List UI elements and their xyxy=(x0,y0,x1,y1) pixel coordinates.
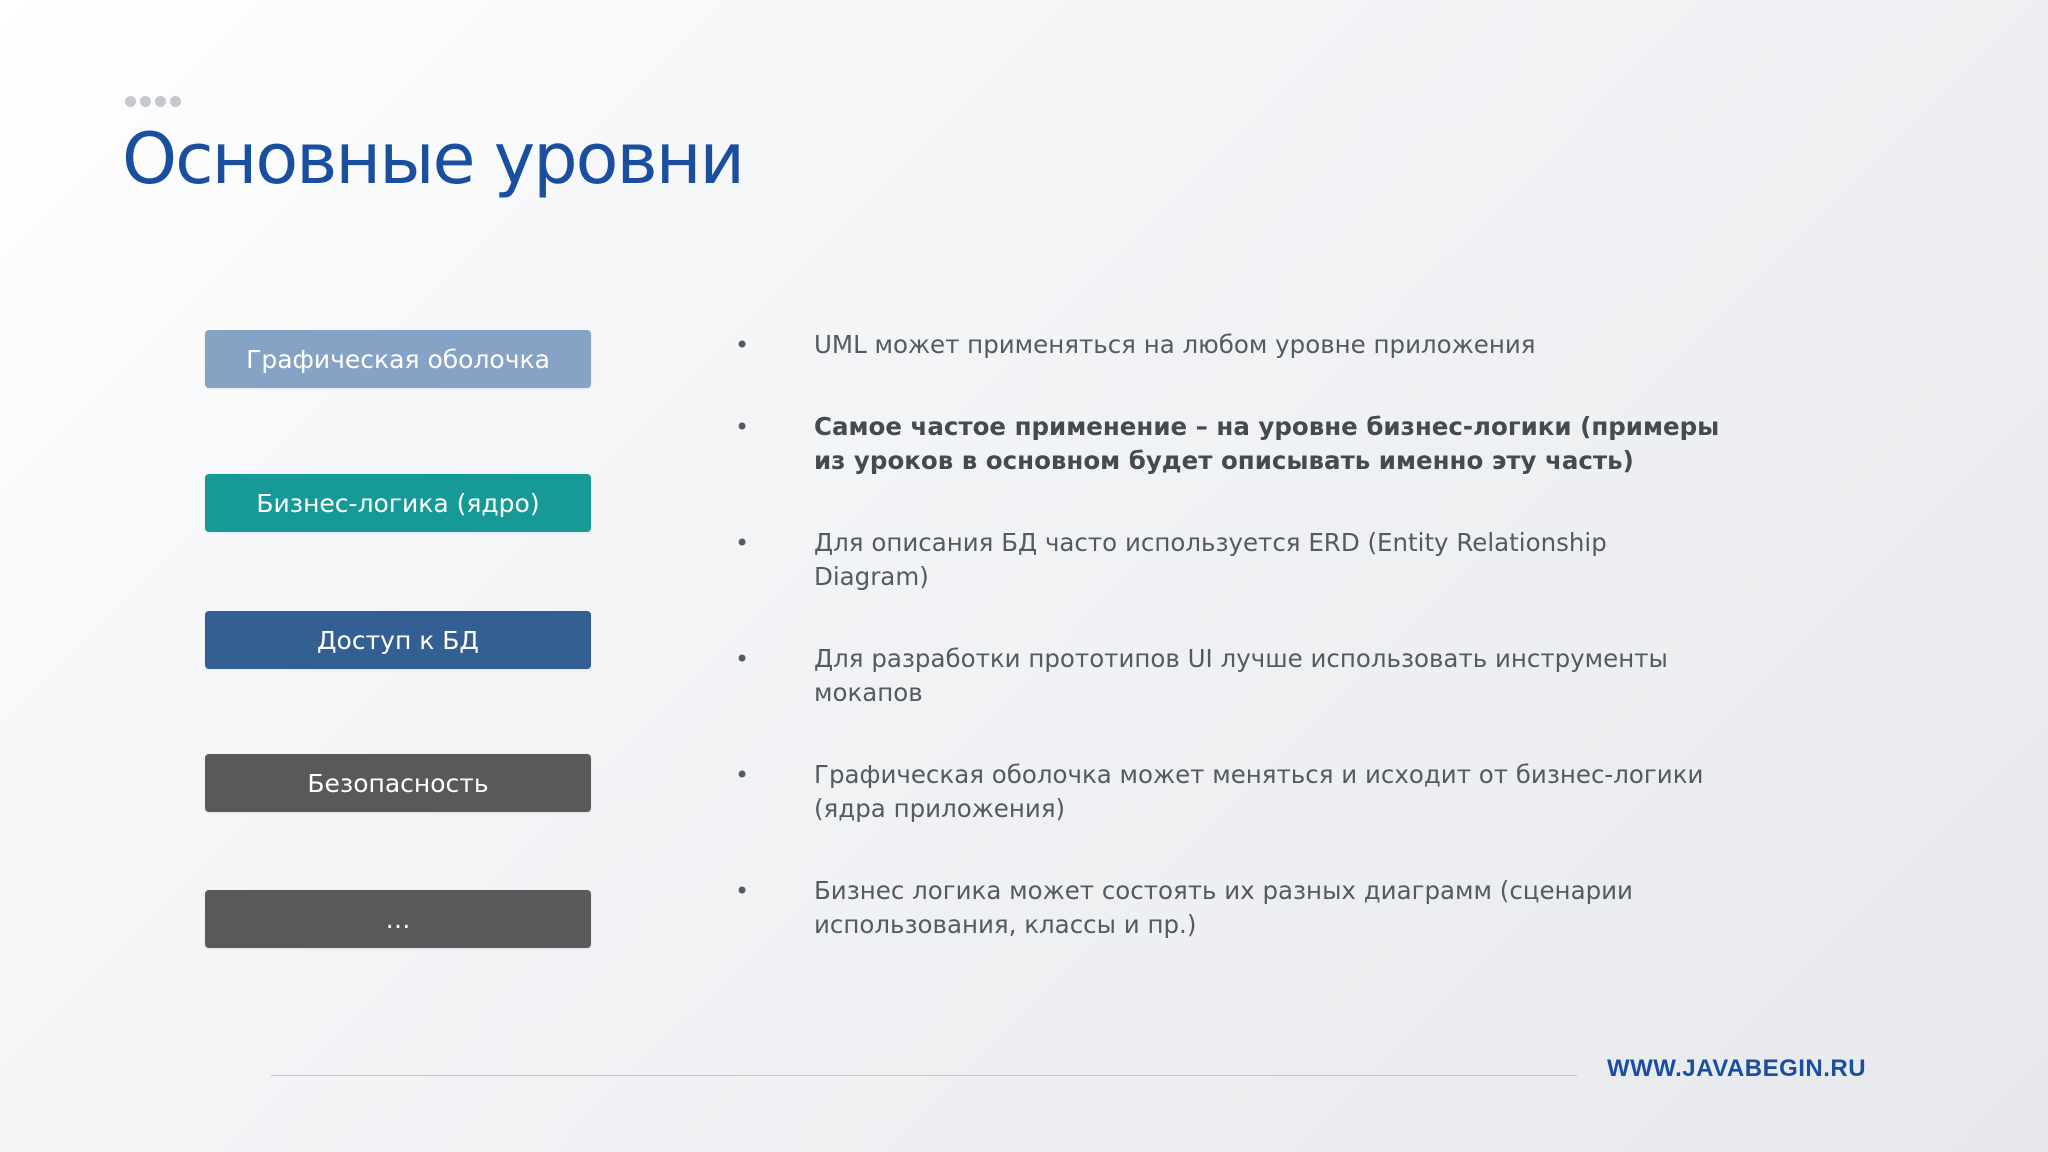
bullet-item xyxy=(735,410,1725,478)
bullet-item xyxy=(735,642,1725,710)
layer-security: Безопасность xyxy=(205,754,591,812)
layer-gui: Графическая оболочка xyxy=(205,330,591,388)
bullet-item xyxy=(735,758,1725,826)
bullet-icon: • xyxy=(735,331,750,359)
layer-more: … xyxy=(205,890,591,948)
bullet-text: UML может применяться на любом уровне приложения xyxy=(814,330,1536,359)
bullet-icon: • xyxy=(735,645,750,673)
bullet-text: Графическая оболочка может меняться и исходит от бизнес-логики (ядра приложения) xyxy=(814,760,1704,823)
slide-title: Основные уровни xyxy=(122,118,743,200)
dot xyxy=(155,96,166,107)
bullet-item xyxy=(735,526,1725,594)
dot xyxy=(140,96,151,107)
bullet-icon: • xyxy=(735,413,750,441)
dot xyxy=(125,96,136,107)
layer-db-access: Доступ к БД xyxy=(205,611,591,669)
bullet-text: Бизнес логика может состоять их разных диаграмм (сценарии использования, классы и пр.) xyxy=(814,876,1633,939)
footer-divider xyxy=(271,1075,1577,1076)
bullet-icon: • xyxy=(735,761,750,789)
bullet-text: Для описания БД часто используется ERD (Entity Relationship Diagram) xyxy=(814,528,1607,591)
layer-business-logic: Бизнес-логика (ядро) xyxy=(205,474,591,532)
bullet-item xyxy=(735,328,1725,362)
bullet-icon: • xyxy=(735,529,750,557)
bullet-icon: • xyxy=(735,877,750,905)
footer-website-link[interactable]: WWW.JAVABEGIN.RU xyxy=(1607,1055,1867,1082)
dot xyxy=(170,96,181,107)
bullet-text: Для разработки прототипов UI лучше использовать инструменты мокапов xyxy=(814,644,1668,707)
bullet-text: Самое частое применение – на уровне бизнес-логики (примеры из уроков в основном будет описывать именно эту часть) xyxy=(814,412,1720,475)
bullet-item xyxy=(735,874,1725,942)
decorative-dots xyxy=(125,96,181,107)
bullet-list xyxy=(735,328,1725,990)
